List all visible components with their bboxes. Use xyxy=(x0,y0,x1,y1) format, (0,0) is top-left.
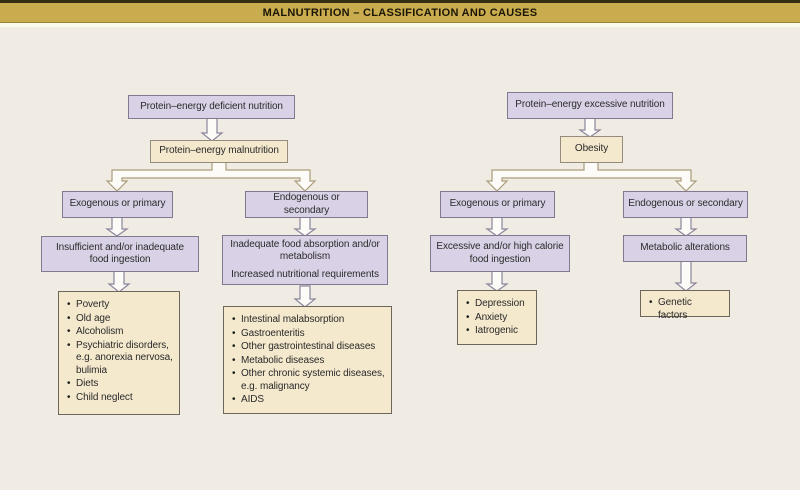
bullet-text: Gastroenteritis xyxy=(241,327,305,339)
page-title: MALNUTRITION – CLASSIFICATION AND CAUSES xyxy=(262,6,538,19)
bullet-text: Intestinal malabsorption xyxy=(241,314,345,325)
node-label: Increased nutritional requirements xyxy=(231,268,379,280)
bullet-text: Iatrogenic xyxy=(475,325,518,336)
bullet-item xyxy=(466,298,530,311)
bullet-text: Other gastrointestinal diseases xyxy=(241,341,376,352)
branch-connector-right xyxy=(487,162,696,191)
node-inadequate-absorption-requirements xyxy=(222,235,388,285)
flow-arrow xyxy=(202,118,222,141)
bullet-item xyxy=(649,297,723,322)
node-left-endogenous-or-secondary xyxy=(245,191,368,218)
node-label: Metabolic alterations xyxy=(640,242,730,254)
bullet-icon: • xyxy=(649,297,653,308)
bullet-item xyxy=(232,341,385,354)
node-left-exogenous-or-primary xyxy=(62,191,173,218)
node-label: Obesity xyxy=(574,143,609,155)
bullet-text: AIDS xyxy=(241,394,264,405)
bullet-icon: • xyxy=(232,314,236,325)
bullet-item xyxy=(67,326,173,339)
bullet-item xyxy=(232,314,385,327)
bullet-item xyxy=(232,394,385,407)
node-label: Insufficient and/or inadequate food ingestion xyxy=(55,241,185,265)
node-obesity xyxy=(560,136,623,163)
flow-arrow xyxy=(295,216,315,236)
bullet-icon: • xyxy=(232,341,236,352)
bullet-text: Alcoholism xyxy=(76,326,124,337)
node-right-endogenous-or-secondary xyxy=(623,191,748,218)
bullet-text: Anxiety xyxy=(475,311,508,323)
flow-arrow xyxy=(676,261,696,291)
bullet-item xyxy=(67,378,173,391)
node-label: Protein–energy malnutrition xyxy=(159,145,279,157)
node-insufficient-food-ingestion xyxy=(41,236,199,272)
bullet-icon: • xyxy=(67,312,71,324)
bullet-icon: • xyxy=(232,354,236,366)
bullet-text: Child neglect xyxy=(76,391,133,403)
node-label: Endogenous or secondary xyxy=(628,198,743,210)
bullet-item xyxy=(67,340,173,378)
bullet-icon: • xyxy=(466,311,470,323)
causes-list-secondary-excessive xyxy=(640,290,730,321)
bullet-icon: • xyxy=(232,394,236,405)
bullet-text: Other chronic systemic diseases, e.g. malignancy xyxy=(241,368,385,392)
bullet-item xyxy=(67,313,173,326)
bullet-text: Poverty xyxy=(76,299,110,310)
flow-arrow xyxy=(295,286,315,307)
node-label: Inadequate food absorption and/or metabolism xyxy=(230,238,380,263)
flow-arrow xyxy=(580,118,600,137)
node-protein-energy-excessive-nutrition xyxy=(507,92,673,119)
causes-list-secondary-deficient xyxy=(223,306,392,414)
node-label: Protein–energy deficient nutrition xyxy=(140,100,283,112)
bullet-text: Metabolic diseases xyxy=(241,354,325,366)
node-label: Exogenous or primary xyxy=(449,198,546,210)
bullet-icon: • xyxy=(67,326,71,337)
node-protein-energy-malnutrition xyxy=(150,140,288,163)
causes-list-primary-deficient xyxy=(58,291,180,415)
bullet-text: Psychiatric disorders, e.g. anorexia nervosa, bulimia xyxy=(76,339,173,376)
bullet-text: Depression xyxy=(475,298,525,309)
node-label: Exogenous or primary xyxy=(69,198,166,210)
bullet-icon: • xyxy=(67,299,71,310)
bullet-item xyxy=(67,392,173,405)
bullet-item xyxy=(232,355,385,368)
flow-arrow xyxy=(676,217,696,236)
bullet-icon: • xyxy=(67,339,71,351)
bullet-text: Genetic factors xyxy=(658,297,692,321)
bullet-icon: • xyxy=(232,368,236,379)
node-label: Protein–energy excessive nutrition xyxy=(515,99,665,111)
bullet-text: Diets xyxy=(76,378,99,389)
flow-arrow xyxy=(487,271,507,291)
bullet-icon: • xyxy=(466,325,470,336)
bullet-icon: • xyxy=(466,298,470,309)
causes-list-primary-excessive xyxy=(457,290,537,345)
node-label: Endogenous or secondary xyxy=(273,192,340,216)
bullet-item xyxy=(232,328,385,341)
node-protein-energy-deficient-nutrition xyxy=(128,95,295,119)
branch-connector-left xyxy=(107,162,315,191)
bullet-icon: • xyxy=(232,327,236,339)
node-label: Excessive and/or high calorie food ingestion xyxy=(436,241,564,265)
bullet-item xyxy=(466,312,530,325)
node-metabolic-alterations xyxy=(623,235,747,262)
flow-arrow xyxy=(107,216,127,236)
flow-arrow xyxy=(109,271,129,292)
node-right-exogenous-or-primary xyxy=(440,191,555,218)
bullet-icon: • xyxy=(67,391,71,403)
bullet-item xyxy=(466,325,530,338)
bullet-item xyxy=(67,299,173,312)
flow-arrow xyxy=(487,217,507,236)
bullet-icon: • xyxy=(67,378,71,389)
node-excessive-food-ingestion xyxy=(430,235,570,272)
bullet-item xyxy=(232,368,385,393)
bullet-text: Old age xyxy=(76,312,111,324)
